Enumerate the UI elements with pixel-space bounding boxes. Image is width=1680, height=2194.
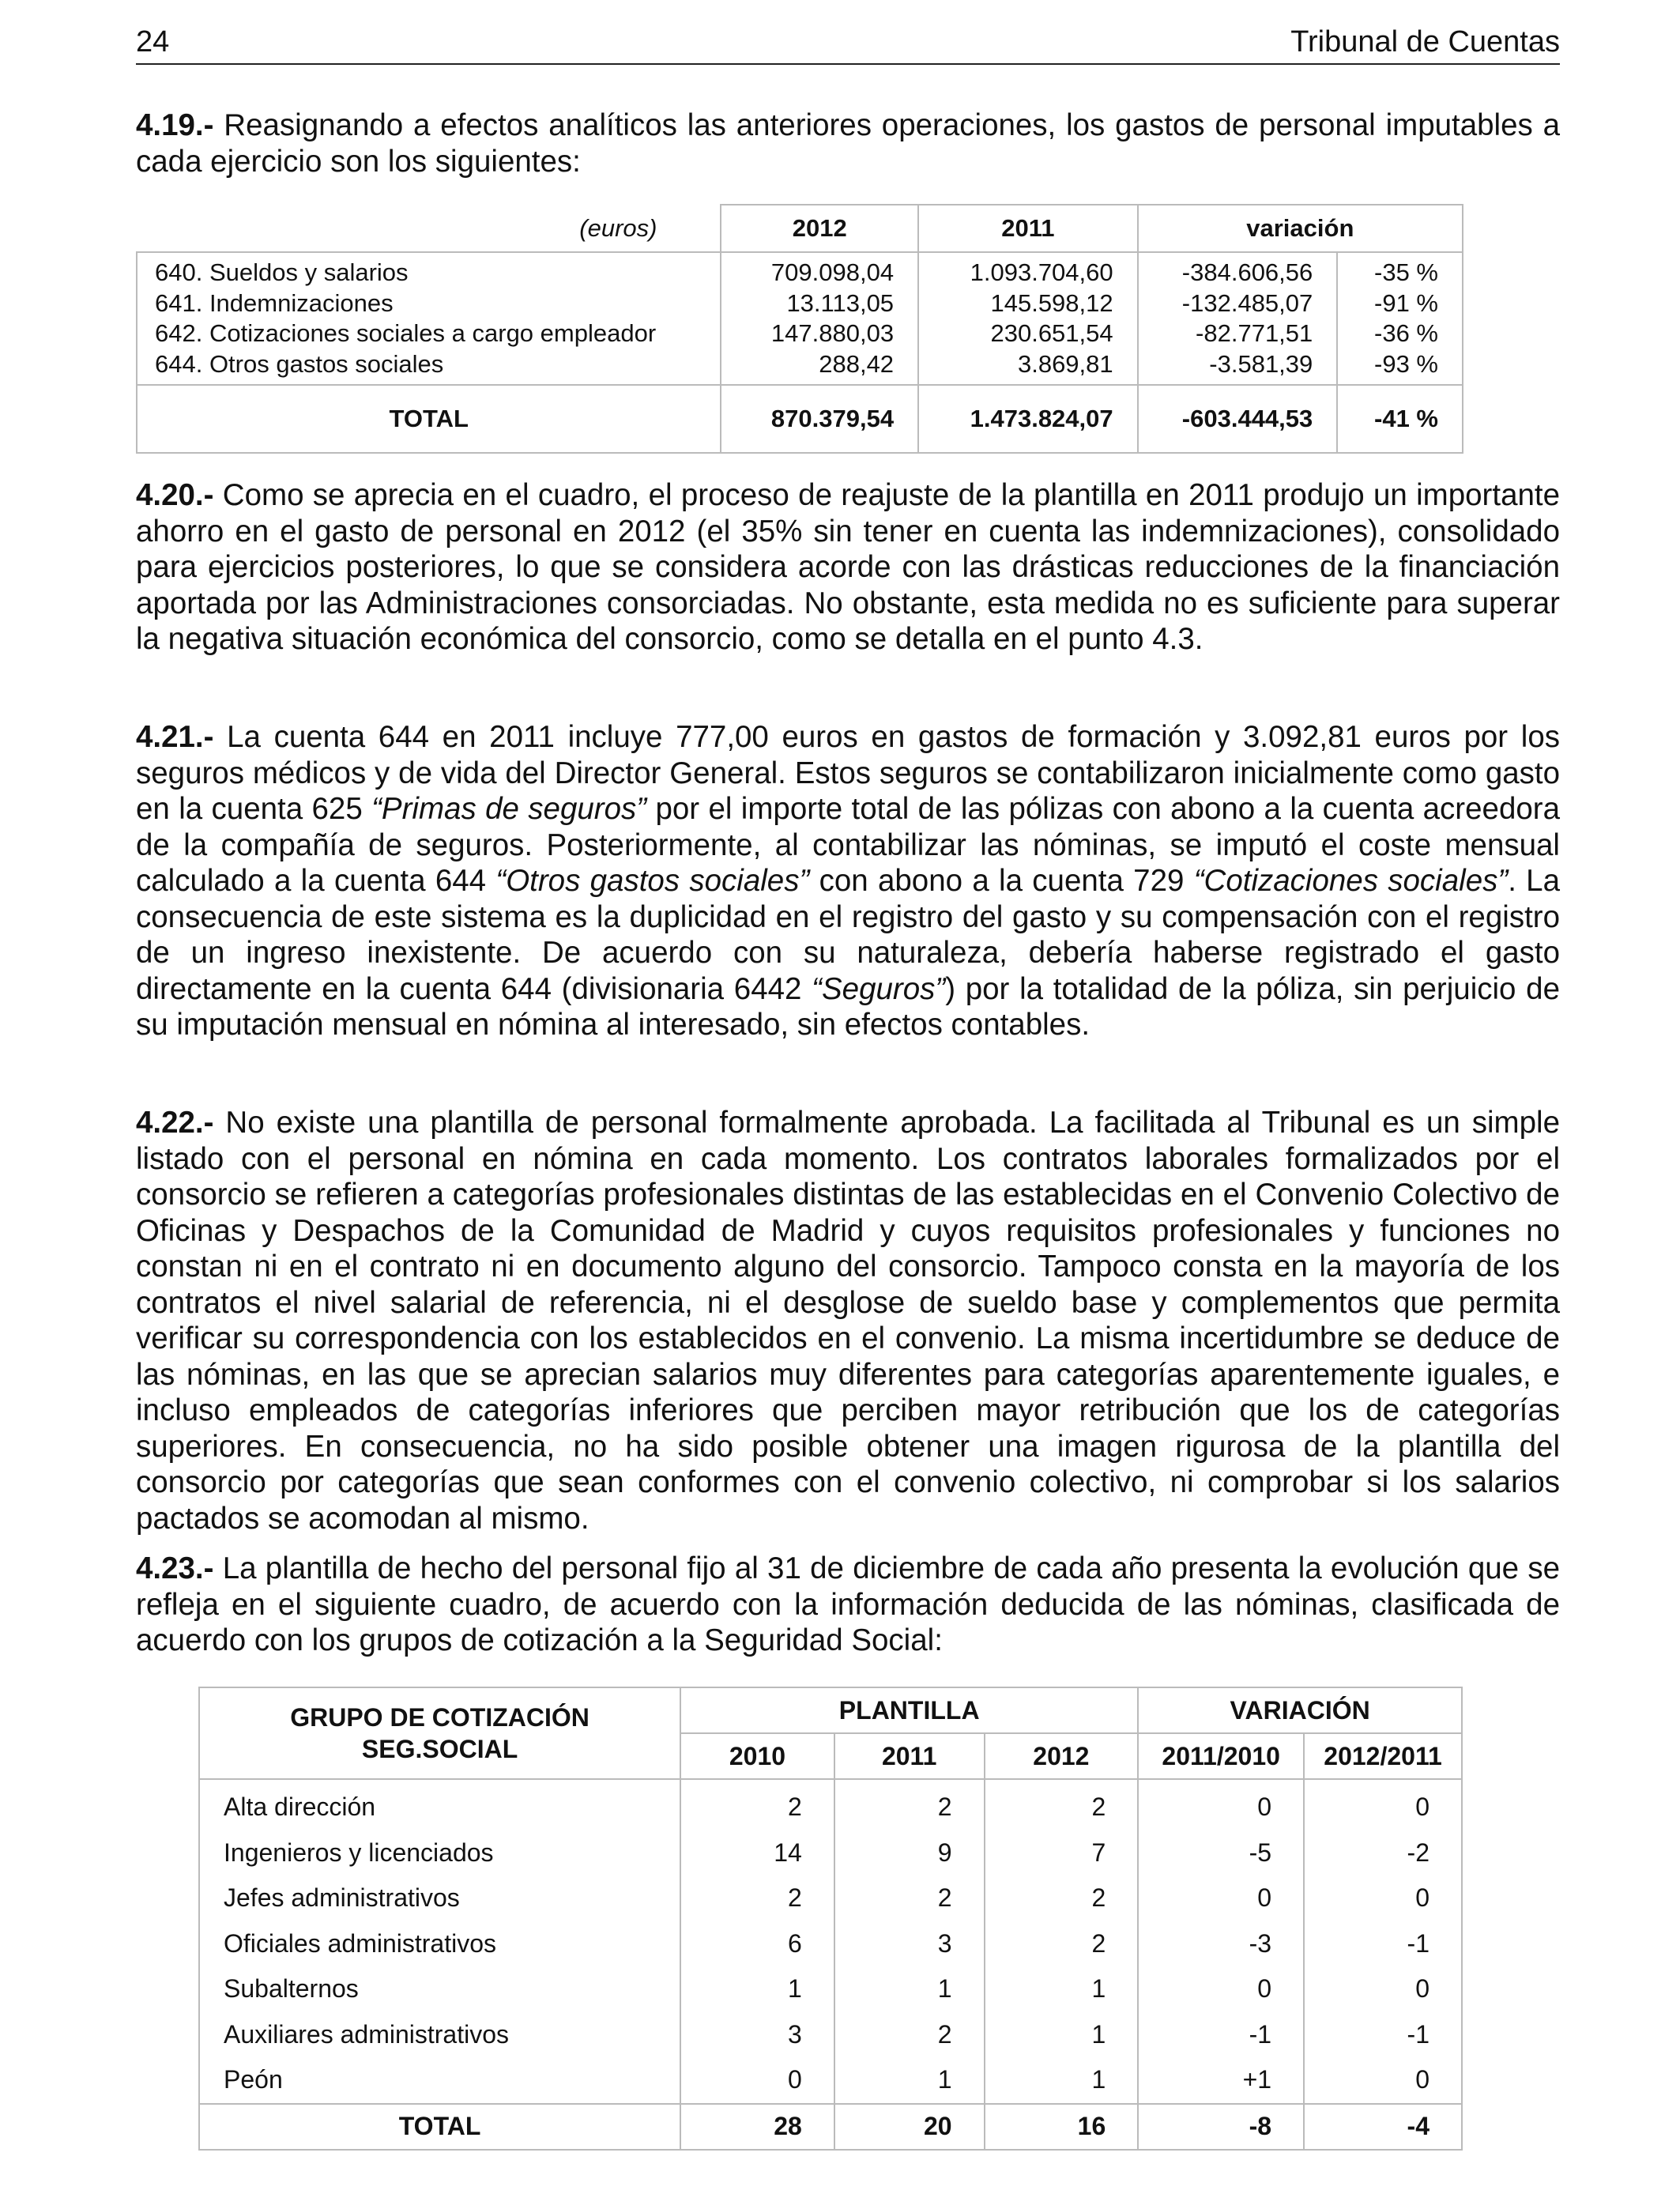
- paragraph-number: 4.21.-: [136, 720, 214, 754]
- row-label: Peón: [199, 2057, 680, 2104]
- cell-2011: 3: [834, 1921, 985, 1967]
- cell-2011: 9: [834, 1830, 985, 1876]
- cell-var-2012-2011: 0: [1304, 1875, 1462, 1921]
- values-pct-cell: [1337, 252, 1463, 385]
- cell-2012: 2: [985, 1779, 1139, 1830]
- cell-2012: 1: [985, 2057, 1139, 2104]
- cell-2010: 2: [680, 1875, 834, 1921]
- table-total-row: [199, 2104, 1462, 2150]
- column-header-2011: 2011: [834, 1733, 985, 1779]
- cell-var-2012-2011: 0: [1304, 1966, 1462, 2012]
- unit-label: (euros): [137, 205, 721, 252]
- italic-term: “Seguros”: [812, 971, 946, 1006]
- total-2012: 16: [985, 2104, 1139, 2150]
- paragraph-4-23: [136, 1551, 1560, 1659]
- paragraph-text: por el importe total de las pólizas con abono a la cuenta acreedora de la compañía de seguros. Posteriormente, al contabilizar las nóminas, se imputó el coste mensual calculado a la cuenta 644: [136, 792, 1560, 898]
- table-row: [199, 2057, 1462, 2104]
- cell-2012: 1: [985, 1966, 1139, 2012]
- total-var-2011-2010: -8: [1138, 2104, 1304, 2150]
- row-label: Jefes administrativos: [199, 1875, 680, 1921]
- cell-var-2011-2010: 0: [1138, 1779, 1304, 1830]
- cell-var-2012-2011: 0: [1304, 2057, 1462, 2104]
- cell-2012: 2: [985, 1875, 1139, 1921]
- value-diff: -384.606,56: [1181, 258, 1313, 286]
- column-header-2012: 2012: [721, 205, 918, 252]
- value-2011: 1.093.704,60: [970, 258, 1113, 286]
- cell-var-2012-2011: 0: [1304, 1779, 1462, 1830]
- italic-term: “Cotizaciones sociales”: [1193, 864, 1509, 898]
- cell-2012: 2: [985, 1921, 1139, 1967]
- row-label: Ingenieros y licenciados: [199, 1830, 680, 1876]
- group-header-line: GRUPO DE COTIZACIÓN: [290, 1703, 590, 1732]
- row-label: 644. Otros gastos sociales: [155, 349, 444, 378]
- paragraph-4-20: [136, 477, 1560, 658]
- paragraph-text: Reasignando a efectos analíticos las anteriores operaciones, los gastos de personal imputables a cada ejercicio son los siguientes:: [136, 108, 1560, 179]
- cell-var-2012-2011: -2: [1304, 1830, 1462, 1876]
- total-2011: 1.473.824,07: [918, 385, 1138, 453]
- value-2012: 709.098,04: [770, 258, 895, 286]
- table-row: [199, 1966, 1462, 2012]
- cell-2011: 1: [834, 2057, 985, 2104]
- cell-var-2011-2010: 0: [1138, 1875, 1304, 1921]
- cell-2012: 1: [985, 2012, 1139, 2058]
- value-2012: 288,42: [819, 349, 895, 378]
- paragraph-text: No existe una plantilla de personal formalmente aprobada. La facilitada al Tribunal es un simple listado con el personal en nómina en cada momento. Los contratos laborales formalizados por el consorcio se refieren a categorías profesionales distintas de las establecidas en el Convenio Colectivo de Oficinas y Despachos de la Comunidad de Madrid y cuyos requisitos profesionales y funciones no constan ni en el contrato ni en documento alguno del consorcio. Tampoco consta en la mayoría de los contratos el nivel salarial de referencia, ni el desglose de sueldo base y complementos que permita verificar su correspondencia con los establecidos en el convenio. La misma incertidumbre se deduce de las nóminas, en las que se aprecian salarios muy diferentes para categorías aparentemente iguales, e incluso empleados de categorías inferiores que perciben mayor retribución que los de categorías superiores. En consecuencia, no ha sido posible obtener una imagen rigurosa de la plantilla del consorcio por categorías que sean conformes con el convenio colectivo, ni comprobar si los salarios pactados se acomodan al mismo.: [136, 1106, 1560, 1536]
- column-header-2011: 2011: [918, 205, 1138, 252]
- cell-var-2012-2011: -1: [1304, 1921, 1462, 1967]
- column-header-2010: 2010: [680, 1733, 834, 1779]
- total-pct: -41 %: [1337, 385, 1463, 453]
- staff-evolution-table: [198, 1687, 1463, 2151]
- column-header-2012: 2012: [985, 1733, 1139, 1779]
- cell-2010: 6: [680, 1921, 834, 1967]
- cell-2011: 2: [834, 1779, 985, 1830]
- paragraph-text: Como se aprecia en el cuadro, el proceso de reajuste de la plantilla en 2011 produjo un importante ahorro en el gasto de personal en 2012 (el 35% sin tener en cuenta las indemnizaciones), consolidado para ejercicios posteriores, lo que se considera acorde con las drásticas reducciones de la financiación aportada por las Administraciones consorciadas. No obstante, esta medida no es suficiente para superar la negativa situación económica del consorcio, como se detalla en el punto 4.3.: [136, 478, 1560, 656]
- value-diff: -132.485,07: [1181, 288, 1313, 317]
- row-label: Alta dirección: [199, 1779, 680, 1830]
- table-total-row: [137, 385, 1463, 453]
- table-row: [199, 2012, 1462, 2058]
- row-label: Oficiales administrativos: [199, 1921, 680, 1967]
- value-diff: -82.771,51: [1196, 319, 1313, 347]
- table-row: [199, 1830, 1462, 1876]
- table-row: [199, 1921, 1462, 1967]
- column-header-2011-2010: 2011/2010: [1138, 1733, 1304, 1779]
- cell-2010: 0: [680, 2057, 834, 2104]
- row-label: Auxiliares administrativos: [199, 2012, 680, 2058]
- total-2011: 20: [834, 2104, 985, 2150]
- paragraph-4-19: [136, 107, 1560, 179]
- value-pct: -93 %: [1374, 349, 1438, 378]
- paragraph-text: La plantilla de hecho del personal fijo al 31 de diciembre de cada año presenta la evolución que se refleja en el siguiente cuadro, de acuerdo con la información deducida de las nóminas, clasificada de acuerdo con los grupos de cotización a la Seguridad Social:: [136, 1551, 1560, 1657]
- table-header-row: [199, 1687, 1462, 1733]
- cell-var-2011-2010: 0: [1138, 1966, 1304, 2012]
- cell-2010: 1: [680, 1966, 834, 2012]
- paragraph-number: 4.20.-: [136, 478, 214, 512]
- paragraph-text: La cuenta 644 en 2011 incluye 777,00 euros en gastos de formación y 3.092,81 euros por los seguros médicos y de vida del Director General. Estos seguros se contabilizaron inicialmente como gasto en la cuenta 625: [136, 720, 1560, 826]
- value-2011: 3.869,81: [1017, 349, 1113, 378]
- value-2011: 145.598,12: [990, 288, 1113, 317]
- row-label: 642. Cotizaciones sociales a cargo empleador: [155, 319, 657, 347]
- cell-var-2011-2010: -3: [1138, 1921, 1304, 1967]
- row-label: 640. Sueldos y salarios: [155, 258, 409, 286]
- table-row: [199, 1875, 1462, 1921]
- values-2012-cell: [721, 252, 918, 385]
- value-2011: 230.651,54: [990, 319, 1113, 347]
- total-2012: 870.379,54: [721, 385, 918, 453]
- cell-var-2011-2010: +1: [1138, 2057, 1304, 2104]
- value-diff: -3.581,39: [1209, 349, 1313, 378]
- italic-term: “Otros gastos sociales”: [495, 864, 810, 898]
- cell-2011: 2: [834, 1875, 985, 1921]
- total-var-2012-2011: -4: [1304, 2104, 1462, 2150]
- row-label: Subalternos: [199, 1966, 680, 2012]
- table-header-row: [137, 205, 1463, 252]
- table-row: [199, 1779, 1462, 1830]
- value-2012: 147.880,03: [770, 319, 895, 347]
- value-pct: -91 %: [1374, 288, 1438, 317]
- value-pct: -36 %: [1374, 319, 1438, 347]
- page-header: [136, 22, 1560, 65]
- italic-term: “Primas de seguros”: [371, 792, 647, 826]
- cell-2011: 1: [834, 1966, 985, 2012]
- table-body: [137, 252, 1463, 385]
- page-number: 24: [136, 25, 170, 58]
- paragraph-text: ) por la totalidad de la póliza, sin perjuicio de su imputación mensual en nómina al interesado, sin efectos contables.: [136, 971, 1560, 1042]
- running-title: Tribunal de Cuentas: [1290, 25, 1560, 58]
- cell-2010: 14: [680, 1830, 834, 1876]
- variacion-header: VARIACIÓN: [1138, 1687, 1462, 1733]
- values-2011-cell: [918, 252, 1138, 385]
- personnel-expenses-table: [136, 204, 1463, 454]
- cell-var-2012-2011: -1: [1304, 2012, 1462, 2058]
- value-2012: 13.113,05: [786, 288, 895, 317]
- paragraph-number: 4.23.-: [136, 1551, 214, 1585]
- cell-2012: 7: [985, 1830, 1139, 1876]
- cell-2011: 2: [834, 2012, 985, 2058]
- values-diff-cell: [1138, 252, 1338, 385]
- total-diff: -603.444,53: [1138, 385, 1338, 453]
- cell-var-2011-2010: -1: [1138, 2012, 1304, 2058]
- column-header-variation: variación: [1138, 205, 1463, 252]
- row-labels-cell: [137, 252, 721, 385]
- column-header-2012-2011: 2012/2011: [1304, 1733, 1462, 1779]
- paragraph-4-21: [136, 719, 1560, 1043]
- plantilla-header: PLANTILLA: [680, 1687, 1138, 1733]
- paragraph-4-22: [136, 1105, 1560, 1536]
- paragraph-text: . La consecuencia de este sistema es la duplicidad en el registro del gasto y su compensación con el registro de un ingreso inexistente. De acuerdo con su naturaleza, debería haberse registrado el gasto directamente en la cuenta 644 (divisionaria 6442: [136, 864, 1561, 1006]
- total-label: TOTAL: [199, 2104, 680, 2150]
- cell-2010: 2: [680, 1779, 834, 1830]
- paragraph-text: con abono a la cuenta 729: [809, 864, 1194, 898]
- paragraph-number: 4.19.-: [136, 108, 214, 142]
- cell-var-2011-2010: -5: [1138, 1830, 1304, 1876]
- value-pct: -35 %: [1374, 258, 1438, 286]
- group-header-line: SEG.SOCIAL: [361, 1735, 518, 1763]
- paragraph-number: 4.22.-: [136, 1106, 214, 1140]
- row-label: 641. Indemnizaciones: [155, 288, 394, 317]
- total-2010: 28: [680, 2104, 834, 2150]
- total-label: TOTAL: [137, 385, 721, 453]
- group-header: [199, 1687, 680, 1779]
- cell-2010: 3: [680, 2012, 834, 2058]
